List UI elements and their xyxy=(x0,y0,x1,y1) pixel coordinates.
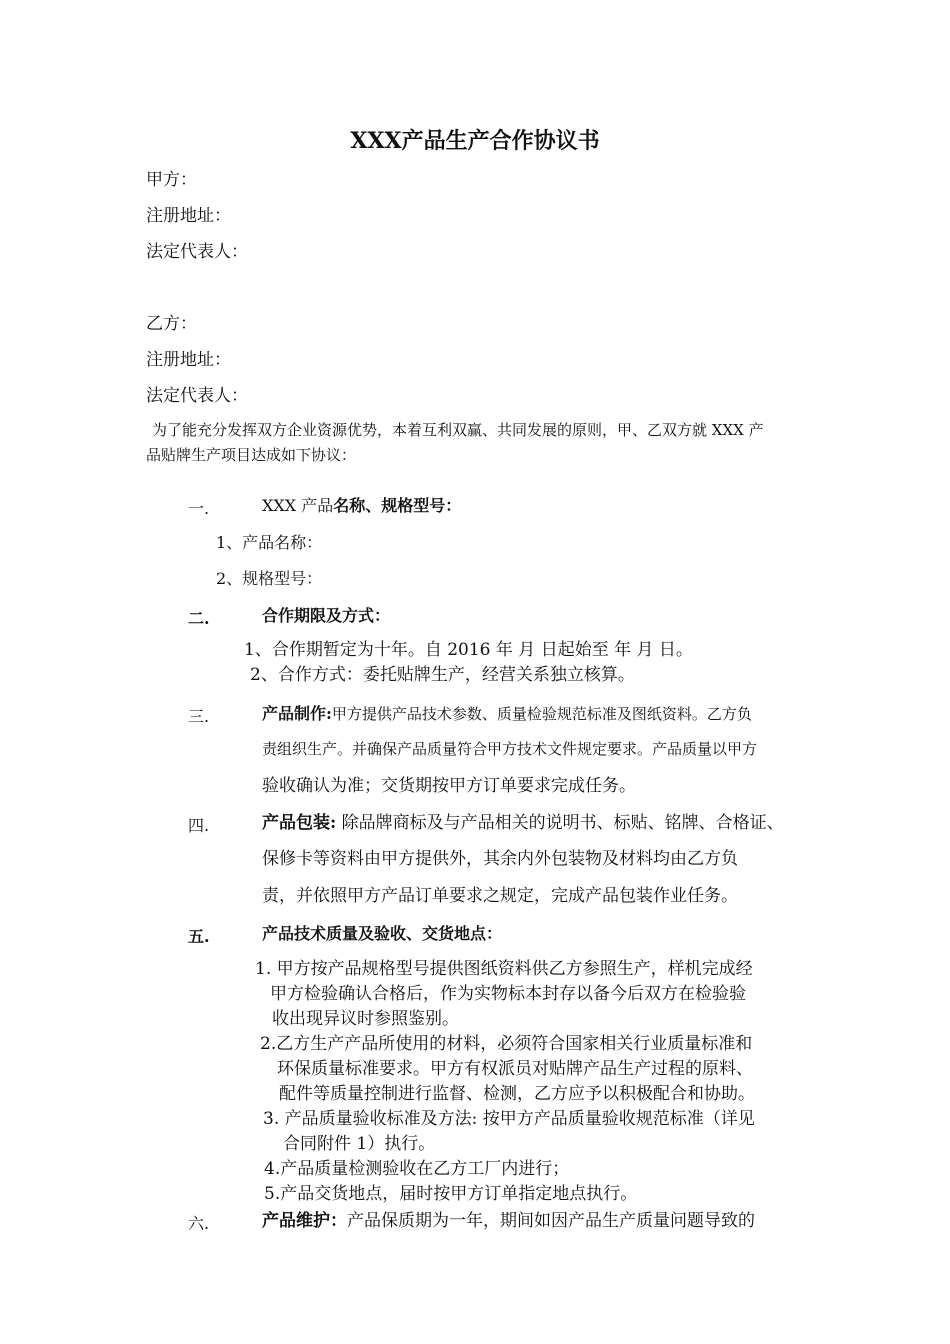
section-6-number: 六. xyxy=(188,1214,210,1233)
section-6-line-1 xyxy=(262,1211,755,1231)
party-b-label: 乙方： xyxy=(146,314,197,334)
section-4-number: 四. xyxy=(188,816,210,835)
party-a-label: 甲方： xyxy=(146,170,197,190)
section-5-number: 五. xyxy=(188,927,210,946)
section-1-heading-bold: 名称、规格型号： xyxy=(333,496,462,515)
section-2-item-2: 2、合作方式：委托贴牌生产，经营关系独立核算。 xyxy=(250,665,635,685)
party-a-rep: 法定代表人： xyxy=(146,242,248,262)
party-b-rep: 法定代表人： xyxy=(146,386,248,406)
section-2-item-1: 1、合作期暂定为十年。自 2016 年 月 日起始至 年 月 日。 xyxy=(244,640,693,660)
section-5-item-2-line-1: 2.乙方生产产品所使用的材料，必须符合国家相关行业质量标准和 xyxy=(260,1034,753,1054)
section-5-item-1-line-3: 收出现异议时参照鉴别。 xyxy=(272,1009,459,1029)
section-3-heading: 产品制作: xyxy=(262,704,332,723)
section-4-heading: 产品包装: xyxy=(262,813,337,833)
section-3-line-1 xyxy=(262,704,752,723)
intro-line-2: 品贴牌生产项目达成如下协议： xyxy=(146,446,357,464)
section-5-item-1-line-1: 1. 甲方按产品规格型号提供图纸资料供乙方参照生产，样机完成经 xyxy=(255,959,753,979)
section-5-item-2-line-2: 环保质量标准要求。甲方有权派员对贴牌产品生产过程的原料、 xyxy=(277,1059,753,1079)
section-3-line-3: 验收确认为准；交货期按甲方订单要求完成任务。 xyxy=(262,776,636,796)
section-3-line-2: 责组织生产。并确保产品质量符合甲方技术文件规定要求。产品质量以甲方 xyxy=(262,740,758,758)
intro-line-1: 为了能充分发挥双方企业资源优势，本着互利双赢、共同发展的原则，甲、乙双方就 XXX 产 xyxy=(152,421,764,439)
party-b-address: 注册地址： xyxy=(146,350,231,370)
party-a-address: 注册地址： xyxy=(146,206,231,226)
section-5-item-5: 5.产品交货地点，届时按甲方订单指定地点执行。 xyxy=(264,1184,638,1204)
section-1-item-1: 1、产品名称： xyxy=(216,533,323,552)
section-5-item-3-line-2: 合同附件 1）执行。 xyxy=(283,1134,436,1154)
section-5-item-3-line-1: 3. 产品质量验收标准及方法: 按甲方产品质量验收规范标准（详见 xyxy=(263,1109,755,1129)
section-5-item-2-line-3: 配件等质量控制进行监督、检测，乙方应予以积极配合和协助。 xyxy=(279,1084,755,1104)
section-3-number: 三. xyxy=(188,707,210,726)
section-4-line-1-text: 除品牌商标及与产品相关的说明书、标贴、铭牌、合格证、 xyxy=(336,813,784,833)
section-6-heading: 产品维护： xyxy=(262,1211,347,1231)
section-2-number: 二. xyxy=(188,609,210,628)
section-4-line-2: 保修卡等资料由甲方提供外，其余内外包装物及材料均由乙方负 xyxy=(262,849,738,869)
section-1-heading xyxy=(262,496,461,515)
section-1-item-2: 2、规格型号： xyxy=(216,569,323,588)
section-3-line-1-text: 甲方提供产品技术参数、质量检验规范标准及图纸资料。乙方负 xyxy=(331,705,752,723)
document-title: XXX产品生产合作协议书 xyxy=(350,128,600,154)
section-5-item-1-line-2: 甲方检验确认合格后，作为实物标本封存以备今后双方在检验验 xyxy=(270,984,746,1004)
section-6-line-1-text: 产品保质期为一年，期间如因产品生产质量问题导致的 xyxy=(347,1211,755,1231)
section-4-line-1 xyxy=(262,813,784,833)
section-2-heading: 合作期限及方式： xyxy=(262,606,391,625)
section-1-number: 一. xyxy=(188,499,210,518)
section-5-heading: 产品技术质量及验收、交货地点： xyxy=(262,924,503,943)
section-4-line-3: 责，并依照甲方产品订单要求之规定，完成产品包装作业任务。 xyxy=(262,886,738,906)
section-1-heading-plain: XXX 产品 xyxy=(262,496,334,515)
section-5-item-4: 4.产品质量检测验收在乙方工厂内进行； xyxy=(264,1159,570,1179)
